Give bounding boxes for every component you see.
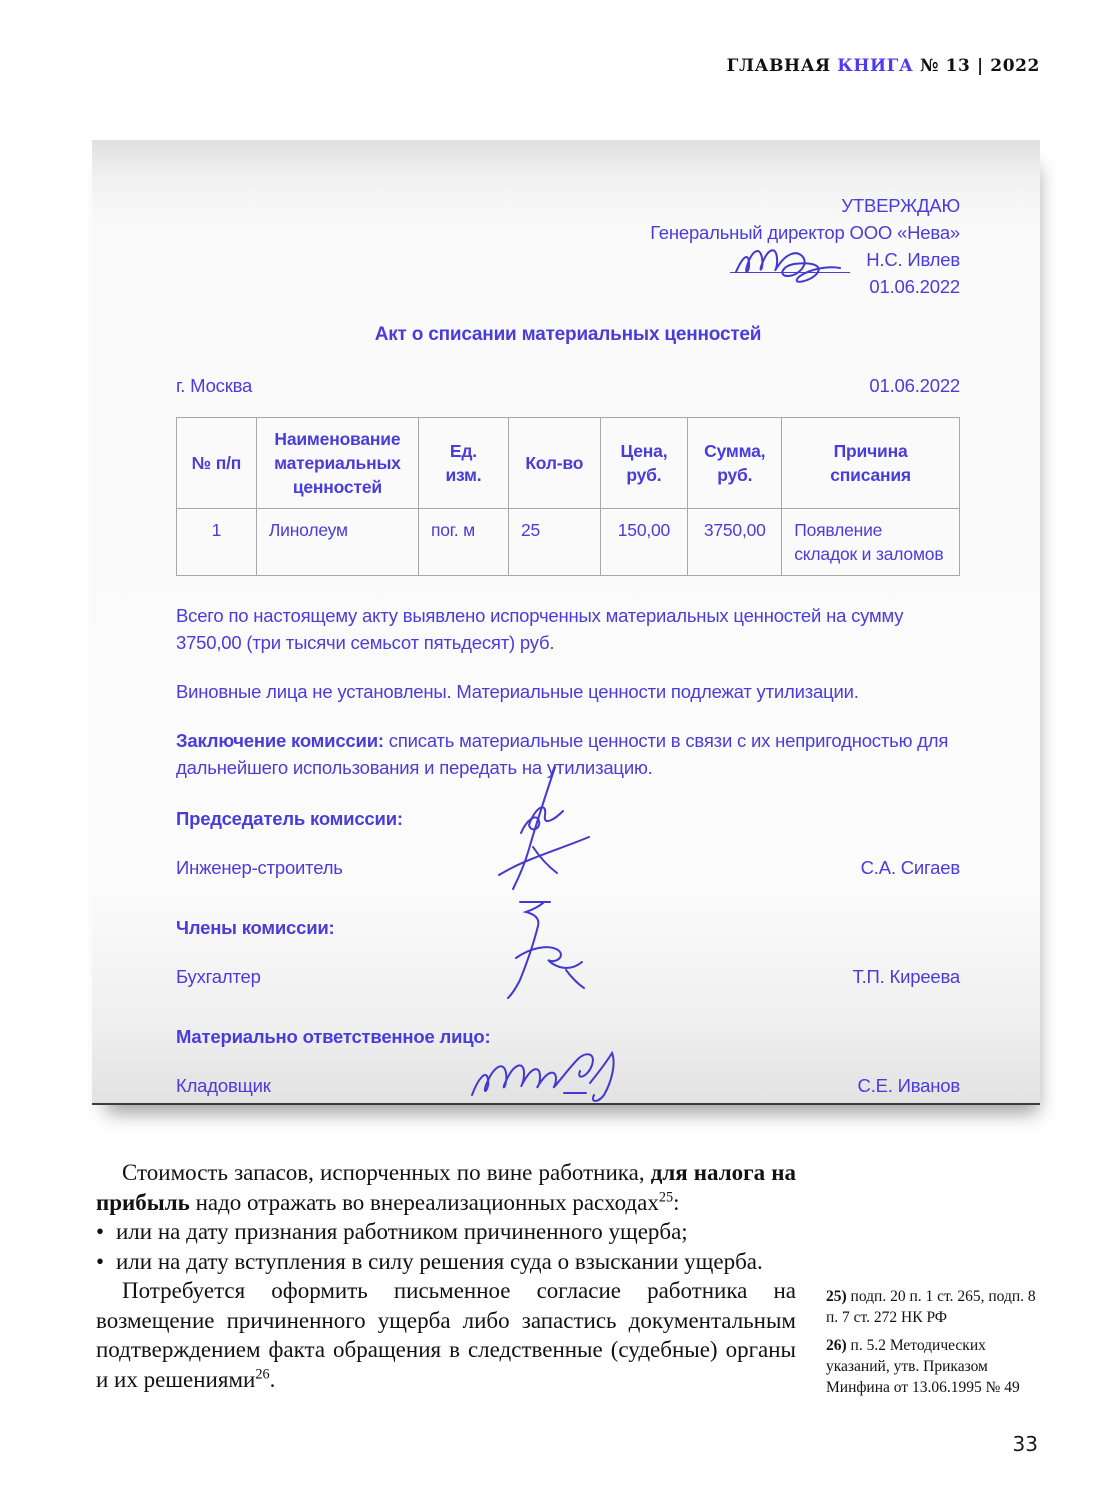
position-accountant: Бухгалтер [176, 965, 261, 987]
col-header-name: Наименование материальных ценностей [256, 418, 418, 509]
footnote-26-text: п. 5.2 Методических указаний, утв. Приказом Минфина от 13.06.1995 № 49 [826, 1337, 1020, 1396]
footnote-25 [826, 1286, 1046, 1328]
p2-text: Потребуется оформить письменное согласие работника на возмещение причиненного ущерба либо запастись документальным подтверждением факта обращения в следственные (судебные) органы и их решениями [96, 1278, 796, 1392]
approval-stamp: УТВЕРЖДАЮ [841, 195, 960, 216]
article-paragraph-1 [96, 1158, 796, 1217]
document-date: 01.06.2022 [869, 375, 960, 396]
bullet-text-1: или на дату признания работником причиненного ущерба; [116, 1219, 688, 1244]
col-header-unit: Ед. изм. [418, 418, 508, 509]
document-place: г. Москва [176, 375, 253, 396]
bullet-item-2 [96, 1247, 796, 1277]
footnote-26-number: 26) [826, 1337, 847, 1354]
col-header-number: № п/п [177, 418, 257, 509]
name-sigaev: С.А. Сигаев [860, 856, 960, 878]
bullet-marker: • [96, 1219, 105, 1244]
approval-date: 01.06.2022 [869, 276, 960, 297]
masthead-issue: № 13 | 2022 [920, 56, 1040, 76]
col-header-sum: Сумма, руб. [688, 418, 782, 509]
footnote-26 [826, 1335, 1046, 1398]
position-engineer: Инженер-строитель [176, 856, 343, 878]
col-header-reason: Причина списания [782, 418, 960, 509]
conclusion-label: Заключение комиссии: [176, 730, 384, 751]
article-body [96, 1158, 796, 1394]
position-storekeeper: Кладовщик [176, 1074, 271, 1096]
p1-text-cont: надо отражать во внереализационных расходах [189, 1189, 659, 1215]
masthead-title-blue: КНИГА [837, 56, 914, 76]
cell-unit: пог. м [418, 509, 508, 576]
members-heading: Члены комиссии: [176, 917, 335, 938]
magazine-masthead [727, 56, 1040, 76]
document-card [92, 140, 1040, 1103]
col-header-price: Цена, руб. [600, 418, 688, 509]
cell-price: 150,00 [600, 509, 688, 576]
director-signature-icon [730, 247, 850, 273]
bullet-marker: • [96, 1248, 105, 1274]
guilty-paragraph: Виновные лица не установлены. Материальные ценности подлежат утилизации. [176, 681, 859, 702]
p1-bold-phrase: для налога на прибыль [96, 1160, 796, 1215]
kireeva-signature-icon [496, 896, 592, 1007]
col-header-qty: Кол-во [508, 418, 600, 509]
name-kireeva: Т.П. Киреева [852, 965, 960, 987]
conclusion-text: списать материальные ценности в связи с их непригодностью для дальнейшего использования и передать на утилизацию. [176, 730, 949, 778]
ivanov-signature-icon [464, 1043, 624, 1116]
cell-qty: 25 [508, 509, 600, 576]
signature-row-member [176, 953, 960, 999]
masthead-title-black: ГЛАВНАЯ [726, 56, 831, 76]
responsible-heading: Материально ответственное лицо: [176, 1026, 491, 1047]
footnote-ref-25: 25 [658, 1188, 674, 1205]
bullet-item-1 [96, 1217, 796, 1247]
p1-text: Стоимость запасов, испорченных по вине работника, [122, 1160, 651, 1185]
approval-block [176, 192, 960, 300]
writeoff-table [176, 417, 960, 576]
signature-row-storekeeper [176, 1062, 960, 1108]
table-header-row [177, 418, 960, 509]
article-paragraph-2 [96, 1276, 796, 1394]
total-paragraph: Всего по настоящему акту выявлено испорченных материальных ценностей на сумму 3750,00 (три тысячи семьсот пятьдесят) руб. [176, 605, 904, 653]
bullet-text-2: или на дату вступления в силу решения суда о взыскании ущерба. [116, 1248, 763, 1274]
cell-reason: Появление складок и заломов [782, 509, 960, 576]
cell-sum: 3750,00 [688, 509, 782, 576]
footnotes-column [826, 1286, 1046, 1405]
footnote-ref-26: 26 [255, 1365, 270, 1382]
page-number: 33 [1012, 1432, 1038, 1456]
approval-signature-line [176, 246, 960, 273]
cell-number: 1 [177, 509, 257, 576]
chairman-heading: Председатель комиссии: [176, 808, 403, 829]
footnote-25-number: 25) [826, 1288, 847, 1305]
conclusion-paragraph [176, 727, 960, 781]
table-row [177, 509, 960, 576]
cell-name: Линолеум [256, 509, 418, 576]
place-date-row [176, 372, 960, 399]
approval-director: Генеральный директор ООО «Нева» [650, 222, 960, 243]
name-ivanov: С.Е. Иванов [857, 1074, 960, 1096]
p1-colon: : [673, 1189, 680, 1215]
footnote-25-text: подп. 20 п. 1 ст. 265, подп. 8 п. 7 ст. 272 НК РФ [826, 1288, 1036, 1326]
approval-name: Н.С. Ивлев [866, 249, 960, 270]
p2-period: . [269, 1366, 276, 1392]
document-title: Акт о списании материальных ценностей [374, 324, 762, 345]
signature-row-chairman [176, 844, 960, 890]
